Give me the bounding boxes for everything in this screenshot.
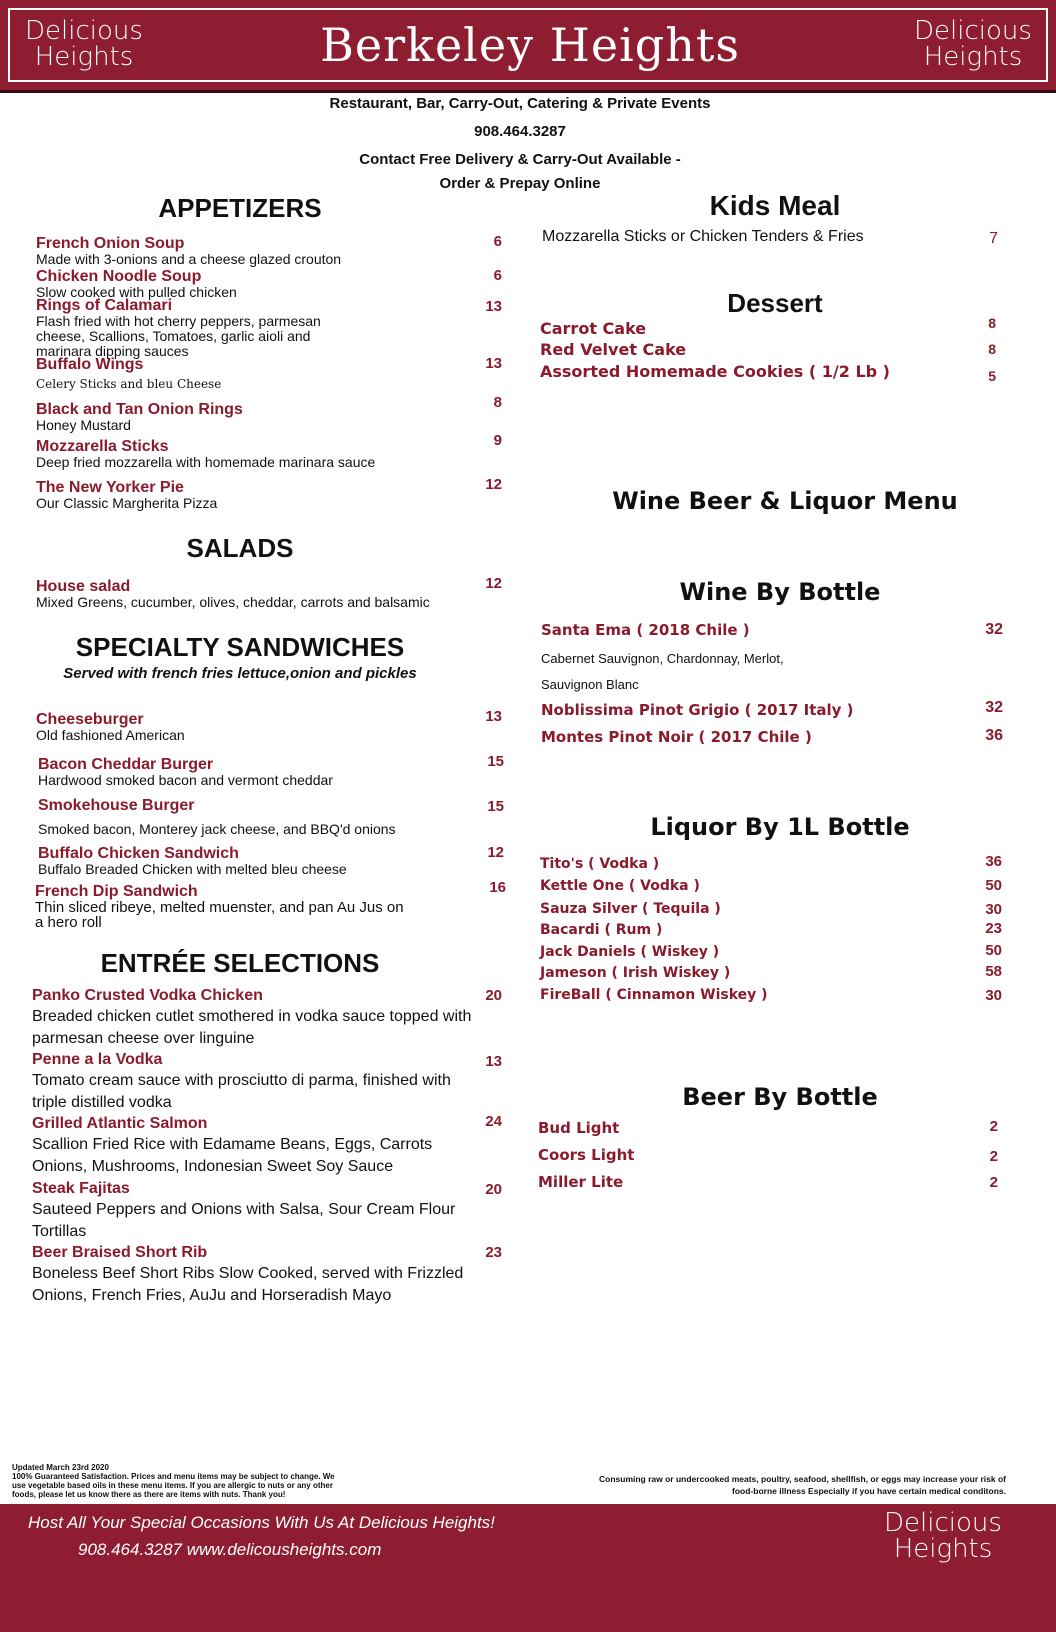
footer-health-warning	[520, 1473, 1006, 1497]
wine-desc: Sauvignon Blanc	[541, 677, 639, 692]
item-price: 15	[487, 753, 504, 770]
logo-left	[14, 18, 154, 70]
footer-contact: 908.464.3287 www.delicousheights.com	[78, 1540, 382, 1559]
item-name: Smokehouse Burger	[38, 797, 195, 814]
footer-logo-line1: Delicious	[884, 1508, 1002, 1538]
liquor-title: Liquor By 1L Bottle	[650, 813, 910, 841]
liquor-item: Kettle One ( Vodka )	[540, 878, 700, 894]
kids-item: Mozzarella Sticks or Chicken Tenders & Fries	[542, 228, 864, 245]
footer-disclaimer	[12, 1463, 432, 1499]
wine-title: Wine By Bottle	[679, 578, 881, 606]
item-name: The New Yorker Pie	[36, 479, 184, 496]
appetizers-title: APPETIZERS	[158, 193, 322, 223]
item-desc: Tomato cream sauce with prosciutto di parma, finished with triple distilled vodka	[32, 1072, 451, 1111]
item-price: 12	[485, 575, 502, 592]
menu-item	[36, 401, 466, 433]
liquor-price: 50	[985, 877, 1002, 894]
item-desc: Smoked bacon, Monterey jack cheese, and BBQ'd onions	[38, 821, 396, 837]
footer-logo-line2: Heights	[893, 1534, 993, 1564]
drinks-title: Wine Beer & Liquor Menu	[612, 487, 958, 515]
liquor-item: Tito's ( Vodka )	[540, 856, 660, 872]
item-price: 13	[485, 298, 502, 315]
entrees-title: ENTRÉE SELECTIONS	[100, 948, 380, 978]
item-price: 13	[485, 708, 502, 725]
salads-title: SALADS	[186, 533, 294, 563]
item-price: 6	[493, 233, 502, 250]
dessert-price: 8	[988, 341, 996, 357]
item-price: 13	[485, 1053, 502, 1070]
item-name: Bacon Cheddar Burger	[38, 756, 214, 773]
item-price: 24	[485, 1113, 502, 1130]
menu-item	[36, 578, 466, 610]
item-desc: Flash fried with hot cherry peppers, parmesan cheese, Scallions, Tomatoes, garlic aioli and marinara dipping sauces	[36, 313, 321, 359]
beer-item: Miller Lite	[538, 1173, 624, 1191]
item-price: 12	[485, 476, 502, 493]
item-price: 9	[493, 432, 502, 449]
footer-updated: Updated March 23rd 2020	[12, 1463, 109, 1472]
item-name: Buffalo Wings	[36, 356, 144, 373]
header-divider	[0, 90, 1056, 93]
item-name: Penne a la Vodka	[32, 1051, 163, 1068]
logo-left-line1: Delicious	[25, 16, 143, 46]
item-name: Chicken Noodle Soup	[36, 268, 202, 285]
item-price: 6	[493, 267, 502, 284]
menu-item	[38, 756, 468, 788]
liquor-item: Bacardi ( Rum )	[540, 922, 663, 938]
menu-item	[35, 883, 415, 930]
item-desc: Mixed Greens, cucumber, olives, cheddar, carrots and balsamic	[36, 594, 430, 610]
item-desc: Boneless Beef Short Ribs Slow Cooked, served with Frizzled Onions, French Fries, AuJu and Horseradish Mayo	[32, 1265, 464, 1304]
dessert-price: 5	[988, 368, 996, 384]
menu-item	[32, 1179, 472, 1243]
menu-item	[36, 235, 466, 267]
item-desc: Deep fried mozzarella with homemade marinara sauce	[36, 454, 376, 470]
beer-price: 2	[989, 1174, 998, 1191]
dessert-title: Dessert	[727, 288, 823, 318]
dessert-item: Carrot Cake	[540, 319, 647, 338]
item-name: Buffalo Chicken Sandwich	[38, 845, 239, 862]
menu-item	[38, 797, 468, 837]
dessert-item: Assorted Homemade Cookies ( 1/2 Lb )	[540, 362, 890, 381]
wine-item: Montes Pinot Noir ( 2017 Chile )	[541, 728, 812, 746]
liquor-item: Sauza Silver ( Tequila )	[540, 901, 721, 917]
menu-item	[32, 1050, 472, 1114]
wine-price: 32	[985, 699, 1003, 716]
item-desc: Celery Sticks and bleu Cheese	[36, 377, 222, 391]
sandwiches-title: SPECIALTY SANDWICHES	[75, 632, 405, 662]
footer-warning-line: Consuming raw or undercooked meats, poultry, seafood, shellfish, or eggs may increase your risk of	[599, 1474, 1006, 1484]
footer-note: foods, please let us know there as there are items with nuts. Thank you!	[12, 1490, 286, 1499]
liquor-item: FireBall ( Cinnamon Wiskey )	[540, 987, 768, 1003]
liquor-price: 50	[985, 942, 1002, 959]
item-price: 8	[493, 394, 502, 411]
page-title: Berkeley Heights	[320, 18, 740, 72]
item-price: 16	[489, 879, 506, 896]
menu-item	[36, 268, 466, 300]
logo-right	[898, 18, 1048, 70]
item-name: Black and Tan Onion Rings	[36, 401, 243, 418]
beer-price: 2	[989, 1118, 998, 1135]
logo-right-line1: Delicious	[914, 16, 1032, 46]
item-desc: Old fashioned American	[36, 727, 185, 743]
item-name: Beer Braised Short Rib	[32, 1244, 208, 1261]
menu-item	[36, 479, 466, 511]
menu-item	[32, 1243, 472, 1307]
footer-warning-line: food-borne illness Especially if you have certain medical conditons.	[732, 1486, 1006, 1496]
footer-logo	[868, 1510, 1018, 1562]
menu-item	[32, 1114, 472, 1178]
item-desc: Thin sliced ribeye, melted muenster, and pan Au Jus on a hero roll	[35, 899, 404, 931]
beer-price: 2	[989, 1148, 998, 1165]
menu-item	[36, 711, 466, 743]
wine-item: Santa Ema ( 2018 Chile )	[541, 621, 750, 639]
kids-price: 7	[989, 230, 998, 247]
item-desc: Slow cooked with pulled chicken	[36, 284, 237, 300]
menu-item	[32, 986, 472, 1050]
info-order-online: Order & Prepay Online	[439, 175, 601, 192]
beer-title: Beer By Bottle	[682, 1083, 878, 1111]
item-desc: Buffalo Breaded Chicken with melted bleu cheese	[38, 861, 347, 877]
item-name: French Dip Sandwich	[35, 883, 198, 900]
wine-price: 32	[985, 621, 1003, 638]
item-desc: Made with 3-onions and a cheese glazed crouton	[36, 251, 342, 267]
info-phone: 908.464.3287	[474, 123, 566, 140]
liquor-price: 58	[985, 963, 1002, 980]
footer-note: use vegetable based oils in these menu items. If you are allergic to nuts or any other	[12, 1481, 333, 1490]
item-name: House salad	[36, 578, 131, 595]
footer-note: 100% Guaranteed Satisfaction. Prices and menu items may be subject to change. We	[12, 1472, 335, 1481]
dessert-price: 8	[988, 315, 996, 331]
liquor-price: 30	[985, 901, 1002, 918]
wine-item: Noblissima Pinot Grigio ( 2017 Italy )	[541, 701, 854, 719]
menu-item	[36, 297, 346, 359]
item-name: Steak Fajitas	[32, 1180, 130, 1197]
liquor-price: 30	[985, 987, 1002, 1004]
footer-tagline: Host All Your Special Occasions With Us At Delicious Heights!	[28, 1513, 495, 1532]
item-name: Grilled Atlantic Salmon	[32, 1115, 208, 1132]
liquor-item: Jameson ( Irish Wiskey )	[540, 965, 731, 981]
item-price: 20	[485, 987, 502, 1004]
item-desc: Scallion Fried Rice with Edamame Beans, Eggs, Carrots Onions, Mushrooms, Indonesian Sweet Soy Sauce	[32, 1136, 433, 1175]
item-desc: Hardwood smoked bacon and vermont cheddar	[38, 772, 333, 788]
item-price: 23	[485, 1244, 502, 1261]
item-name: Panko Crusted Vodka Chicken	[32, 987, 263, 1004]
liquor-price: 36	[985, 853, 1002, 870]
item-desc: Breaded chicken cutlet smothered in vodka sauce topped with parmesan cheese over linguine	[32, 1008, 472, 1047]
item-price: 12	[487, 844, 504, 861]
wine-price: 36	[985, 727, 1003, 744]
dessert-item: Red Velvet Cake	[540, 340, 687, 359]
beer-item: Coors Light	[538, 1146, 635, 1164]
sandwiches-subtitle: Served with french fries lettuce,onion and pickles	[63, 665, 417, 682]
liquor-item: Jack Daniels ( Wiskey )	[540, 944, 720, 960]
item-name: French Onion Soup	[36, 235, 185, 252]
item-price: 15	[487, 798, 504, 815]
info-delivery: Contact Free Delivery & Carry-Out Available -	[359, 151, 681, 168]
item-desc: Sauteed Peppers and Onions with Salsa, Sour Cream Flour Tortillas	[32, 1201, 456, 1240]
liquor-price: 23	[985, 920, 1002, 937]
logo-right-line2: Heights	[923, 42, 1023, 72]
menu-item	[36, 438, 466, 470]
item-name: Mozzarella Sticks	[36, 438, 169, 455]
info-services: Restaurant, Bar, Carry-Out, Catering & Private Events	[329, 95, 711, 112]
menu-item	[38, 845, 468, 877]
item-price: 13	[485, 355, 502, 372]
menu-item	[36, 356, 466, 392]
item-name: Cheeseburger	[36, 711, 144, 728]
kids-title: Kids Meal	[709, 190, 841, 221]
wine-desc: Cabernet Sauvignon, Chardonnay, Merlot,	[541, 651, 784, 666]
logo-left-line2: Heights	[34, 42, 134, 72]
item-name: Rings of Calamari	[36, 297, 173, 314]
item-desc: Honey Mustard	[36, 417, 131, 433]
item-price: 20	[485, 1181, 502, 1198]
item-desc: Our Classic Margherita Pizza	[36, 495, 218, 511]
beer-item: Bud Light	[538, 1119, 620, 1137]
